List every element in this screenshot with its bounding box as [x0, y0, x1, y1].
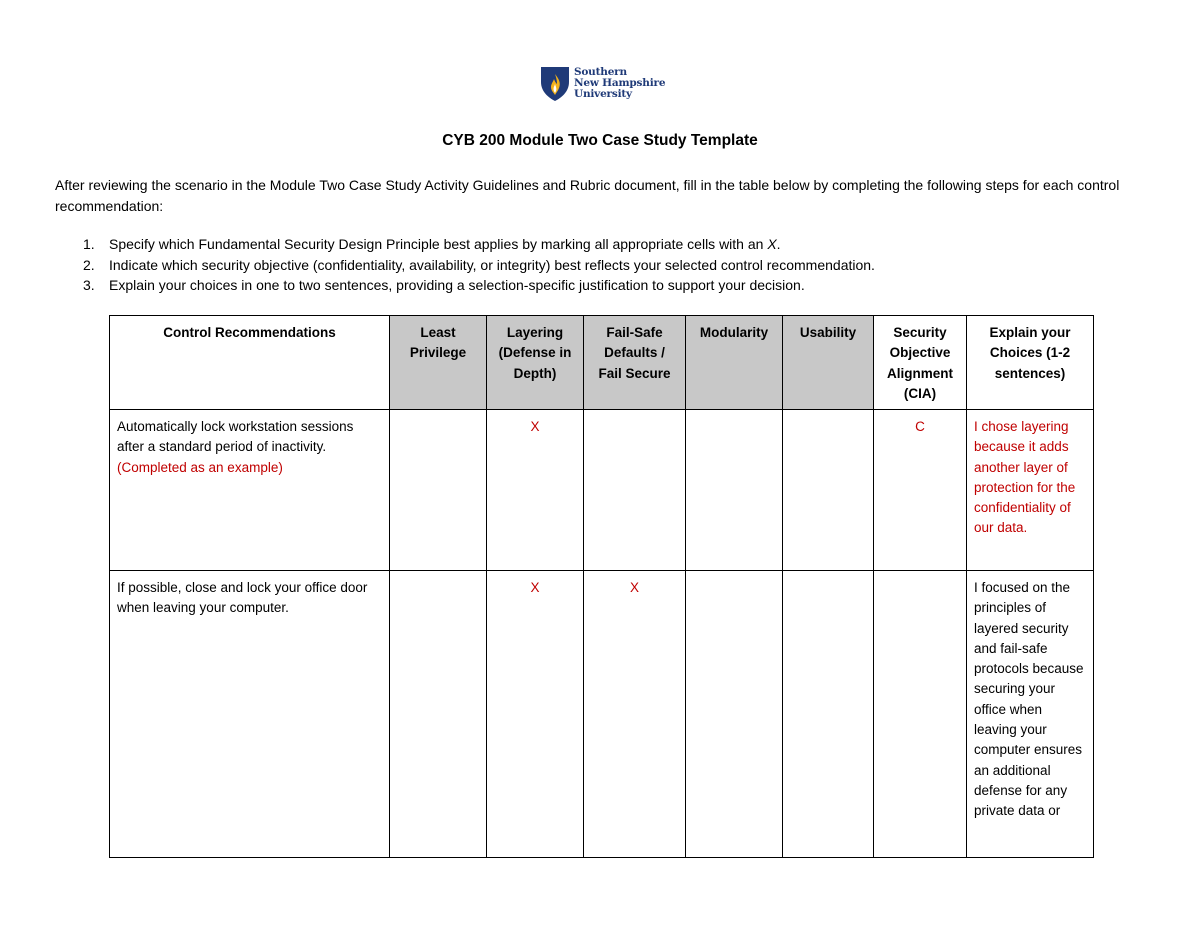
- table-header-row: [110, 316, 1094, 410]
- header-explain-choices: Explain your Choices (1-2 sentences): [967, 316, 1094, 410]
- instruction-list: [83, 234, 1163, 296]
- table-row: [110, 571, 1094, 858]
- header-least-privilege: Least Privilege: [390, 316, 487, 410]
- logo-line-3: University: [574, 88, 632, 100]
- instruction-item: [83, 255, 1163, 276]
- modularity-cell[interactable]: [686, 410, 783, 571]
- step-number: 1.: [83, 236, 95, 252]
- control-recommendations-table: [109, 315, 1094, 858]
- shield-flame-icon: [540, 66, 570, 102]
- document-title: CYB 200 Module Two Case Study Template: [442, 132, 758, 149]
- header-fail-safe: Fail-Safe Defaults / Fail Secure: [584, 316, 686, 410]
- least-privilege-cell[interactable]: [390, 571, 487, 858]
- header-security-objective: Security Objective Alignment (CIA): [874, 316, 967, 410]
- logo-line-2: New Hampshire: [574, 77, 666, 89]
- fail-safe-cell[interactable]: X: [584, 571, 686, 858]
- header-layering: Layering (Defense in Depth): [487, 316, 584, 410]
- instruction-item: [83, 275, 1163, 296]
- least-privilege-cell[interactable]: [390, 410, 487, 571]
- cia-cell[interactable]: [874, 571, 967, 858]
- header-usability: Usability: [783, 316, 874, 410]
- fail-safe-cell[interactable]: [584, 410, 686, 571]
- step-emphasis: X: [767, 236, 777, 252]
- example-note: (Completed as an example): [117, 459, 283, 475]
- recommendation-text: If possible, close and lock your office door when leaving your computer.: [117, 580, 368, 616]
- step-text: Explain your choices in one to two sentences, providing a selection-specific justification to support your decision.: [109, 277, 805, 293]
- usability-cell[interactable]: [783, 571, 874, 858]
- layering-cell[interactable]: X: [487, 410, 584, 571]
- step-number: 2.: [83, 256, 95, 273]
- recommendation-cell: [110, 571, 390, 858]
- intro-paragraph: After reviewing the scenario in the Module Two Case Study Activity Guidelines and Rubric document, fill in the table below by completing the following steps for each control recommendation:: [55, 177, 1120, 214]
- logo-line-1: Southern: [574, 66, 627, 78]
- university-logo: [540, 66, 665, 102]
- explanation-cell[interactable]: I focused on the principles of layered security and fail-safe protocols because securing your office when leaving your computer ensures an additional defense for any private data or: [967, 571, 1094, 858]
- usability-cell[interactable]: [783, 410, 874, 571]
- recommendation-cell: [110, 410, 390, 571]
- modularity-cell[interactable]: [686, 571, 783, 858]
- table-row: [110, 410, 1094, 571]
- header-modularity: Modularity: [686, 316, 783, 410]
- instruction-item: [83, 234, 1163, 255]
- university-wordmark: [574, 67, 665, 100]
- step-text: Indicate which security objective (confidentiality, availability, or integrity) best reflects your selected control recommendation.: [109, 256, 875, 273]
- cia-cell[interactable]: C: [874, 410, 967, 571]
- recommendation-text: Automatically lock workstation sessions after a standard period of inactivity.: [117, 419, 354, 455]
- step-number: 3.: [83, 277, 95, 293]
- step-text: Specify which Fundamental Security Design Principle best applies by marking all appropriate cells with an: [109, 236, 768, 252]
- layering-cell[interactable]: X: [487, 571, 584, 858]
- step-text-end: .: [776, 236, 781, 252]
- header-control-recommendations: Control Recommendations: [110, 316, 390, 410]
- explanation-cell[interactable]: I chose layering because it adds another layer of protection for the confidentiality of our data.: [967, 410, 1094, 571]
